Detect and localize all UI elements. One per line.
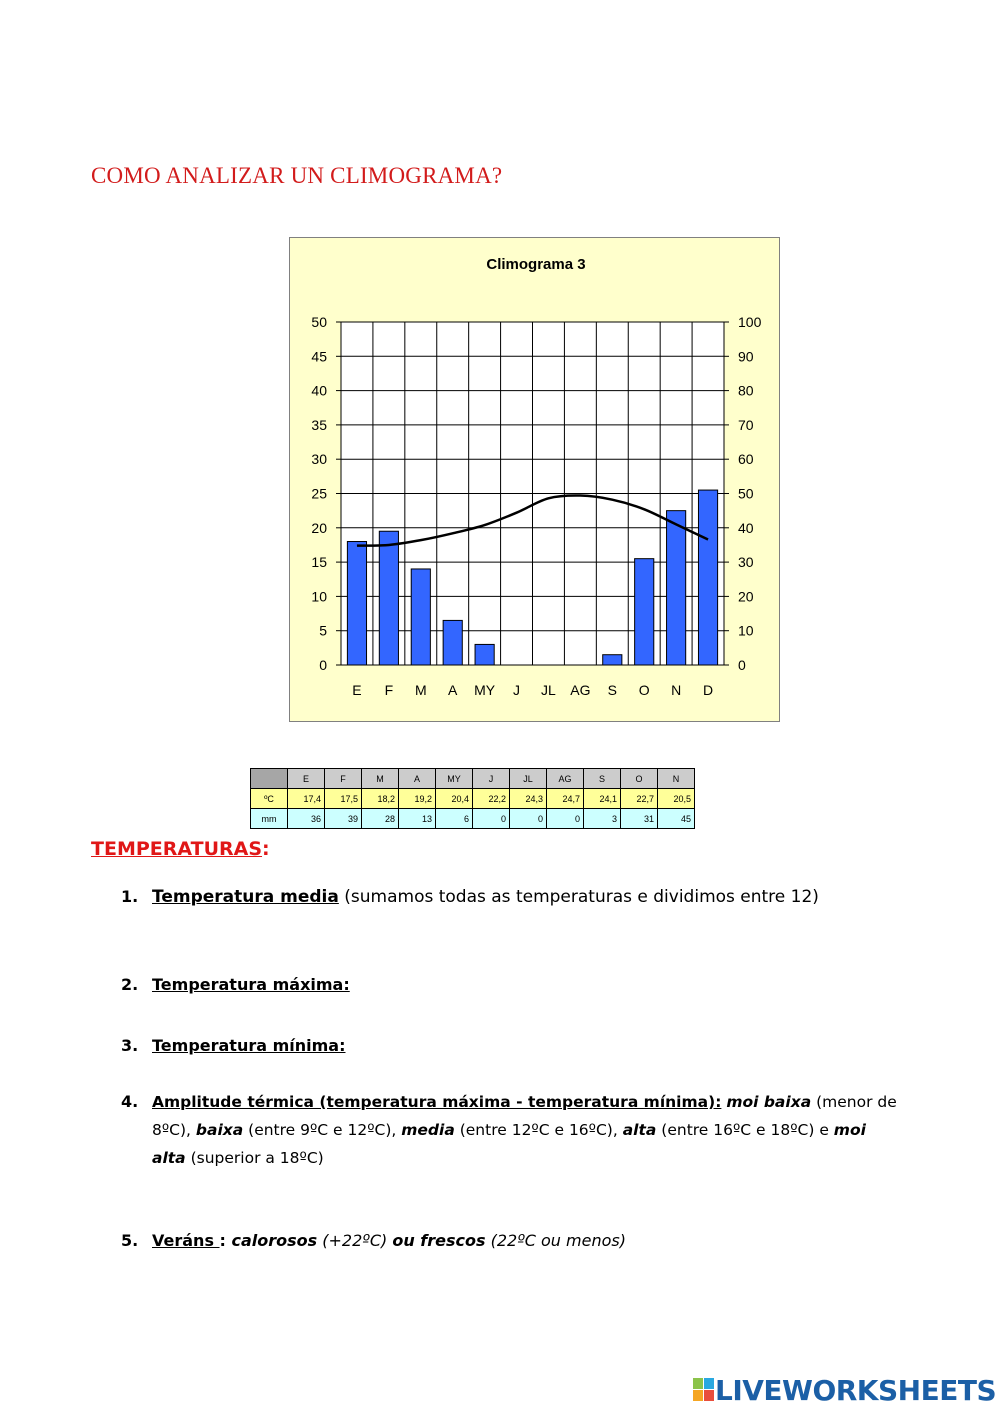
list-item-2: [121, 971, 901, 999]
table-cell: 17,5: [325, 789, 362, 809]
x-tick-label: D: [702, 682, 714, 698]
x-tick-label: N: [671, 682, 682, 698]
item-label: Temperatura máxima:: [152, 975, 350, 994]
x-tick-label: JL: [541, 682, 556, 698]
liveworksheets-logo-text: LIVEWORKSHEETS: [715, 1373, 997, 1407]
y-left-tick-label: 30: [311, 451, 327, 468]
table-cell: 39: [325, 809, 362, 829]
y-left-tick-label: 40: [311, 382, 327, 399]
table-header-cell: MY: [436, 769, 473, 789]
item-label: Temperatura mínima:: [152, 1036, 346, 1055]
precipitation-bar: [667, 511, 686, 665]
section-colon: :: [262, 838, 270, 860]
y-right-tick-label: 70: [738, 416, 754, 433]
table-header-cell: O: [621, 769, 658, 789]
x-tick-label: A: [448, 682, 458, 698]
table-cell: 22,7: [621, 789, 658, 809]
table-cell: 19,2: [399, 789, 436, 809]
item-number: 3.: [121, 1036, 139, 1055]
table-cell: 0: [547, 809, 584, 829]
section-heading: [91, 838, 270, 860]
term-low: baixa: [195, 1121, 244, 1139]
y-right-tick-label: 90: [738, 348, 754, 365]
table-cell: 6: [436, 809, 473, 829]
y-left-tick-label: 20: [311, 519, 327, 536]
item-label: Veráns: [152, 1231, 220, 1250]
climograph-chart: [289, 237, 780, 722]
table-cell: 20,4: [436, 789, 473, 809]
term-very-high-desc: (superior a 18ºC): [185, 1149, 324, 1167]
term-low-desc: (entre 9ºC e 12ºC),: [243, 1121, 402, 1139]
summer-cool: frescos: [414, 1231, 486, 1250]
term-high-desc: (entre 16ºC e 18ºC) e: [656, 1121, 834, 1139]
table-header-cell: AG: [547, 769, 584, 789]
table-header-row: [251, 769, 695, 789]
term-very-low: moi baixa: [726, 1093, 812, 1111]
table-cell: 31: [621, 809, 658, 829]
x-tick-label: S: [607, 682, 617, 698]
item-label: Temperatura media: [152, 887, 339, 907]
list-item-3: [121, 1032, 901, 1060]
y-right-tick-label: 80: [738, 382, 754, 399]
y-left-tick-label: 25: [311, 485, 327, 502]
table-cell: 0: [473, 809, 510, 829]
y-right-tick-label: 30: [738, 554, 754, 571]
y-right-tick-label: 60: [738, 451, 754, 468]
precipitation-bar: [411, 569, 430, 665]
summer-hot: calorosos: [231, 1231, 318, 1250]
y-left-tick-label: 45: [311, 348, 327, 365]
table-header-cell: J: [473, 769, 510, 789]
x-tick-label: E: [352, 682, 362, 698]
table-cell: 28: [362, 809, 399, 829]
precipitation-bar: [379, 531, 398, 665]
y-right-tick-label: 50: [738, 485, 754, 502]
page-title: COMO ANALIZAR UN CLIMOGRAMA?: [91, 163, 503, 188]
y-right-tick-label: 40: [738, 519, 754, 536]
table-cell: 20,5: [658, 789, 695, 809]
precipitation-bar: [603, 655, 622, 665]
table-cell: 18,2: [362, 789, 399, 809]
rain-row-label: mm: [251, 809, 288, 829]
table-header-cell: M: [362, 769, 399, 789]
precipitation-bar: [635, 559, 654, 665]
y-right-tick-label: 0: [738, 657, 746, 673]
x-tick-label: M: [414, 682, 427, 698]
x-tick-label: O: [638, 682, 650, 698]
x-tick-label: AG: [570, 682, 591, 698]
table-cell: 45: [658, 809, 695, 829]
table-header-cell: F: [325, 769, 362, 789]
table-cell: 24,1: [584, 789, 621, 809]
y-right-tick-label: 10: [738, 622, 754, 639]
y-left-tick-label: 15: [311, 554, 327, 571]
table-cell: 22,2: [473, 789, 510, 809]
y-left-tick-label: 0: [319, 657, 327, 673]
precipitation-bar: [475, 644, 494, 665]
climate-data-table: [250, 768, 695, 829]
term-very-low-desc: (menor de 8ºC),: [152, 1093, 897, 1139]
x-tick-label: F: [384, 682, 394, 698]
summer-or: ou: [392, 1231, 415, 1250]
summer-hot-desc: (+22ºC): [317, 1231, 393, 1250]
y-left-tick-label: 50: [311, 314, 327, 330]
x-tick-label: MY: [474, 682, 496, 698]
term-very-high: moi alta: [152, 1121, 866, 1167]
liveworksheets-logo: [693, 1374, 996, 1406]
item-text: (sumamos todas as temperaturas e dividimos entre 12): [338, 887, 819, 907]
x-tick-label: J: [513, 682, 521, 698]
item-number: 4.: [121, 1092, 139, 1111]
item-number: 2.: [121, 975, 139, 994]
term-medium-desc: (entre 12ºC e 16ºC),: [454, 1121, 623, 1139]
precipitation-bar: [443, 620, 462, 665]
list-item-5: [121, 1227, 901, 1255]
item-label: Amplitude térmica (temperatura máxima - temperatura mínima):: [152, 1093, 722, 1111]
table-cell: 36: [288, 809, 325, 829]
y-left-tick-label: 10: [311, 588, 327, 605]
list-item-4: [121, 1088, 901, 1172]
table-cell: 13: [399, 809, 436, 829]
table-header-cell: A: [399, 769, 436, 789]
precipitation-bar: [347, 542, 366, 665]
table-corner: [251, 769, 288, 789]
table-cell: 3: [584, 809, 621, 829]
chart-svg: [290, 238, 781, 723]
table-row-temperature: [251, 789, 695, 809]
table-cell: 24,3: [510, 789, 547, 809]
table-row-precipitation: [251, 809, 695, 829]
table-cell: 17,4: [288, 789, 325, 809]
table-header-cell: S: [584, 769, 621, 789]
table-header-cell: N: [658, 769, 695, 789]
y-left-tick-label: 5: [319, 622, 327, 639]
precipitation-bar: [698, 490, 717, 665]
list-item-1: [121, 883, 901, 911]
table-cell: 24,7: [547, 789, 584, 809]
section-title: TEMPERATURAS: [91, 838, 263, 860]
item-number: 5.: [121, 1231, 139, 1250]
item-number: 1.: [121, 887, 139, 906]
chart-title: Climograma 3: [486, 256, 586, 273]
summer-cool-desc: (22ºC ou menos): [485, 1231, 626, 1250]
y-right-tick-label: 100: [738, 314, 762, 330]
table-cell: 0: [510, 809, 547, 829]
table-header-cell: JL: [510, 769, 547, 789]
item-colon: :: [219, 1231, 232, 1250]
y-left-tick-label: 35: [311, 416, 327, 433]
liveworksheets-logo-icon: [693, 1378, 715, 1402]
y-right-tick-label: 20: [738, 588, 754, 605]
temp-row-label: ºC: [251, 789, 288, 809]
term-medium: media: [401, 1121, 455, 1139]
table-header-cell: E: [288, 769, 325, 789]
term-high: alta: [622, 1121, 657, 1139]
